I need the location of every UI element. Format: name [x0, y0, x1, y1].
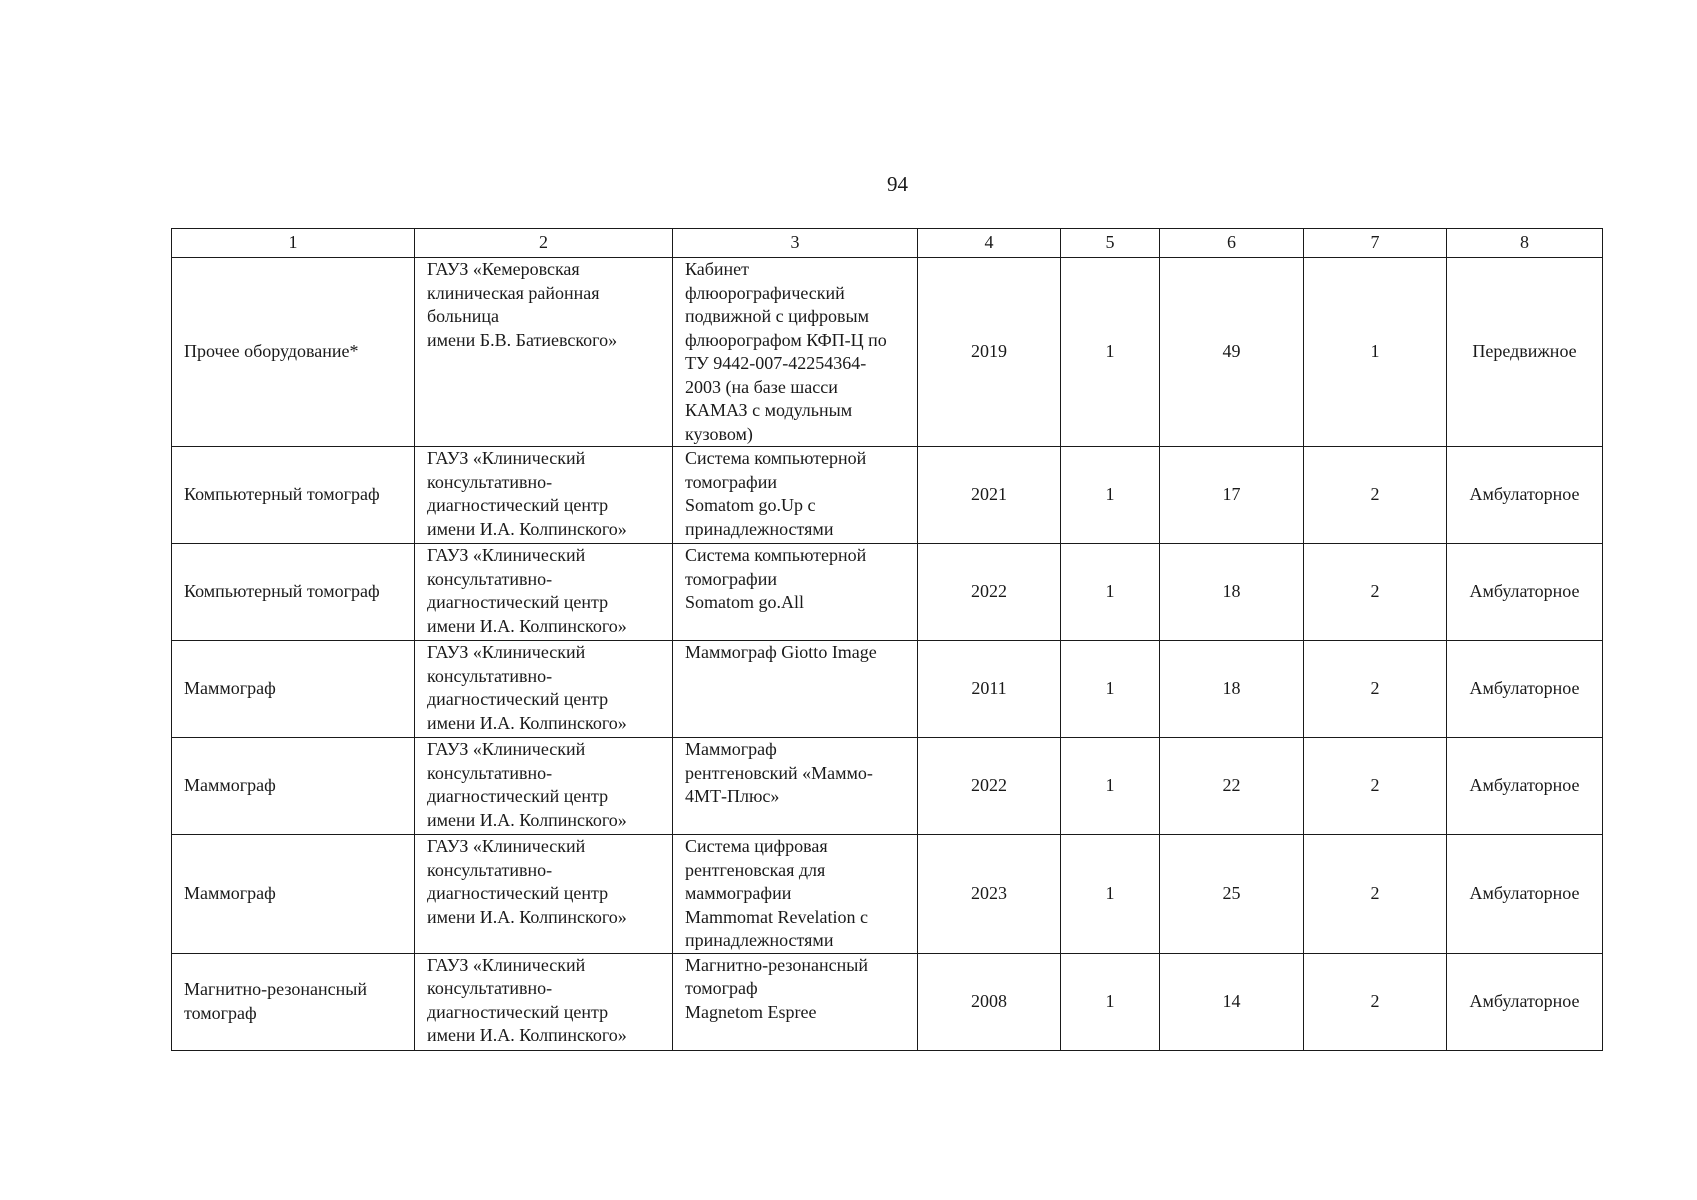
mode-cell: Амбулаторное	[1447, 835, 1603, 954]
equipment-type-cell: Компьютерный томограф	[172, 447, 415, 544]
column-6-cell: 18	[1160, 544, 1304, 641]
equipment-type-cell: Маммограф	[172, 738, 415, 835]
column-7-cell: 2	[1304, 641, 1447, 738]
column-5-cell: 1	[1061, 641, 1160, 738]
organization-cell: ГАУЗ «Клинический консультативно- диагностический центр имени И.А. Колпинского»	[415, 544, 673, 641]
column-5-cell: 1	[1061, 953, 1160, 1050]
model-cell: Маммограф Giotto Image	[673, 641, 918, 738]
table-row	[172, 738, 1603, 835]
model-cell: Система цифровая рентгеновская для маммографии Mammomat Revelation с принадлежностями	[673, 835, 918, 954]
column-5-cell: 1	[1061, 738, 1160, 835]
column-6-cell: 17	[1160, 447, 1304, 544]
column-7-cell: 2	[1304, 738, 1447, 835]
model-cell: Система компьютерной томографии Somatom go.Up с принадлежностями	[673, 447, 918, 544]
organization-cell: ГАУЗ «Клинический консультативно- диагностический центр имени И.А. Колпинского»	[415, 835, 673, 954]
mode-cell: Амбулаторное	[1447, 641, 1603, 738]
year-cell: 2008	[918, 953, 1061, 1050]
table-row	[172, 258, 1603, 447]
table-row	[172, 953, 1603, 1050]
organization-cell: ГАУЗ «Клинический консультативно- диагностический центр имени И.А. Колпинского»	[415, 447, 673, 544]
header-cell: 8	[1447, 229, 1603, 258]
year-cell: 2022	[918, 738, 1061, 835]
column-7-cell: 2	[1304, 953, 1447, 1050]
equipment-type-cell: Маммограф	[172, 641, 415, 738]
header-cell: 1	[172, 229, 415, 258]
equipment-type-cell: Прочее оборудование*	[172, 258, 415, 447]
organization-cell: ГАУЗ «Клинический консультативно- диагностический центр имени И.А. Колпинского»	[415, 641, 673, 738]
model-cell: Маммограф рентгеновский «Маммо- 4МТ-Плюс»	[673, 738, 918, 835]
header-cell: 5	[1061, 229, 1160, 258]
mode-cell: Амбулаторное	[1447, 738, 1603, 835]
column-7-cell: 2	[1304, 447, 1447, 544]
column-5-cell: 1	[1061, 835, 1160, 954]
organization-cell: ГАУЗ «Кемеровская клиническая районная больница имени Б.В. Батиевского»	[415, 258, 673, 447]
column-6-cell: 25	[1160, 835, 1304, 954]
organization-cell: ГАУЗ «Клинический консультативно- диагностический центр имени И.А. Колпинского»	[415, 953, 673, 1050]
page-number: 94	[887, 172, 908, 196]
year-cell: 2023	[918, 835, 1061, 954]
table-row	[172, 544, 1603, 641]
organization-cell: ГАУЗ «Клинический консультативно- диагностический центр имени И.А. Колпинского»	[415, 738, 673, 835]
header-cell: 6	[1160, 229, 1304, 258]
year-cell: 2019	[918, 258, 1061, 447]
year-cell: 2011	[918, 641, 1061, 738]
column-7-cell: 2	[1304, 544, 1447, 641]
header-cell: 3	[673, 229, 918, 258]
column-6-cell: 22	[1160, 738, 1304, 835]
year-cell: 2022	[918, 544, 1061, 641]
table-row	[172, 447, 1603, 544]
header-cell: 2	[415, 229, 673, 258]
column-6-cell: 14	[1160, 953, 1304, 1050]
column-5-cell: 1	[1061, 258, 1160, 447]
equipment-type-cell: Маммограф	[172, 835, 415, 954]
column-7-cell: 1	[1304, 258, 1447, 447]
model-cell: Система компьютерной томографии Somatom go.All	[673, 544, 918, 641]
model-cell: Кабинет флюорографический подвижной с цифровым флюорографом КФП-Ц по ТУ 9442-007-42254364- 2003 (на базе шасси КАМАЗ с модульным кузовом)	[673, 258, 918, 447]
equipment-type-cell: Магнитно-резонансный томограф	[172, 953, 415, 1050]
column-6-cell: 18	[1160, 641, 1304, 738]
mode-cell: Амбулаторное	[1447, 447, 1603, 544]
table-row	[172, 835, 1603, 954]
mode-cell: Амбулаторное	[1447, 953, 1603, 1050]
table-row	[172, 641, 1603, 738]
mode-cell: Амбулаторное	[1447, 544, 1603, 641]
equipment-type-cell: Компьютерный томограф	[172, 544, 415, 641]
column-5-cell: 1	[1061, 544, 1160, 641]
table-header-row	[172, 229, 1603, 258]
header-cell: 4	[918, 229, 1061, 258]
header-cell: 7	[1304, 229, 1447, 258]
column-6-cell: 49	[1160, 258, 1304, 447]
equipment-table	[171, 228, 1603, 1051]
model-cell: Магнитно-резонансный томограф Magnetom Espree	[673, 953, 918, 1050]
column-7-cell: 2	[1304, 835, 1447, 954]
mode-cell: Передвижное	[1447, 258, 1603, 447]
year-cell: 2021	[918, 447, 1061, 544]
column-5-cell: 1	[1061, 447, 1160, 544]
